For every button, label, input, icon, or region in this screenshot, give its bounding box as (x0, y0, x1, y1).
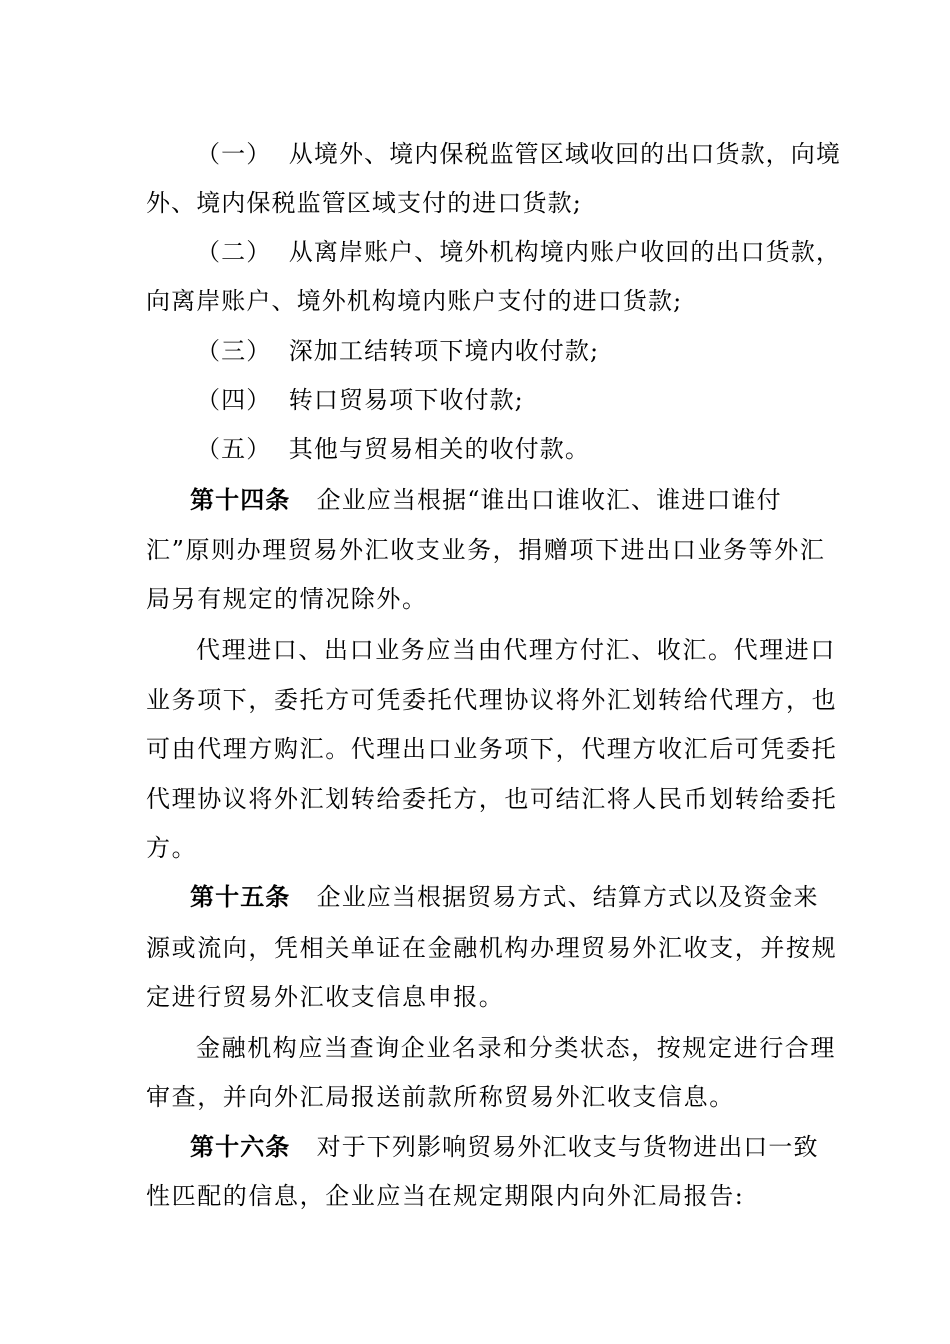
clause-number: （三） (196, 337, 272, 365)
clause-number: （五） (196, 435, 272, 463)
article-16-line-1 (0, 1127, 950, 1167)
clause-4-line (0, 380, 950, 420)
clause-2-line-1 (0, 232, 950, 272)
paragraph-bank-line-1: 金融机构应当查询企业名录和分类状态，按规定进行合理 (196, 1034, 836, 1062)
clause-text: 深加工结转项下境内收付款; (271, 337, 600, 365)
article-text: 企业应当根据贸易方式、结算方式以及资金来 (290, 883, 819, 911)
article-15-line-3: 定进行贸易外汇收支信息申报。 (146, 983, 505, 1011)
article-16-line-2: 性匹配的信息，企业应当在规定期限内向外汇局报告: (146, 1182, 745, 1210)
article-15-line-2: 源或流向，凭相关单证在金融机构办理贸易外汇收支，并按规 (146, 934, 838, 962)
article-number: 第十五条 (190, 882, 291, 911)
article-text: 对于下列影响贸易外汇收支与货物进出口一致 (290, 1133, 819, 1161)
article-14-line-2: 汇”原则办理贸易外汇收支业务，捐赠项下进出口业务等外汇 (146, 536, 826, 564)
clause-5-line (0, 429, 950, 469)
clause-text: 从境外、境内保税监管区域收回的出口货款，向境 (271, 140, 841, 168)
clause-text: 其他与贸易相关的收付款。 (271, 435, 590, 463)
article-14-line-3: 局另有规定的情况除外。 (146, 585, 428, 613)
paragraph-agency-line-4: 代理协议将外汇划转给委托方，也可结汇将人民币划转给委托 (146, 785, 838, 813)
clause-number: （二） (196, 238, 272, 266)
paragraph-bank-line-2: 审查，并向外汇局报送前款所称贸易外汇收支信息。 (146, 1083, 735, 1111)
article-number: 第十六条 (190, 1132, 291, 1161)
paragraph-agency-line-3: 可由代理方购汇。代理出口业务项下，代理方收汇后可凭委托 (146, 735, 838, 763)
clause-text: 从离岸账户、境外机构境内账户收回的出口货款， (271, 238, 841, 266)
paragraph-agency-line-1: 代理进口、出口业务应当由代理方付汇、收汇。代理进口 (196, 636, 836, 664)
article-text: 企业应当根据“谁出口谁收汇、谁进口谁付 (290, 486, 782, 514)
article-15-line-1 (0, 877, 950, 917)
article-number: 第十四条 (190, 485, 291, 514)
clause-text: 转口贸易项下收付款; (271, 386, 524, 414)
clause-1-line-2: 外、境内保税监管区域支付的进口货款; (146, 189, 582, 217)
paragraph-agency-line-5: 方。 (146, 834, 198, 862)
clause-1-line-1 (0, 134, 950, 174)
article-14-line-1 (0, 480, 950, 520)
clause-2-line-2: 向离岸账户、境外机构境内账户支付的进口货款; (146, 287, 683, 315)
clause-3-line (0, 331, 950, 371)
clause-number: （四） (196, 386, 272, 414)
paragraph-agency-line-2: 业务项下，委托方可凭委托代理协议将外汇划转给代理方，也 (146, 686, 838, 714)
clause-number: （一） (196, 140, 272, 168)
